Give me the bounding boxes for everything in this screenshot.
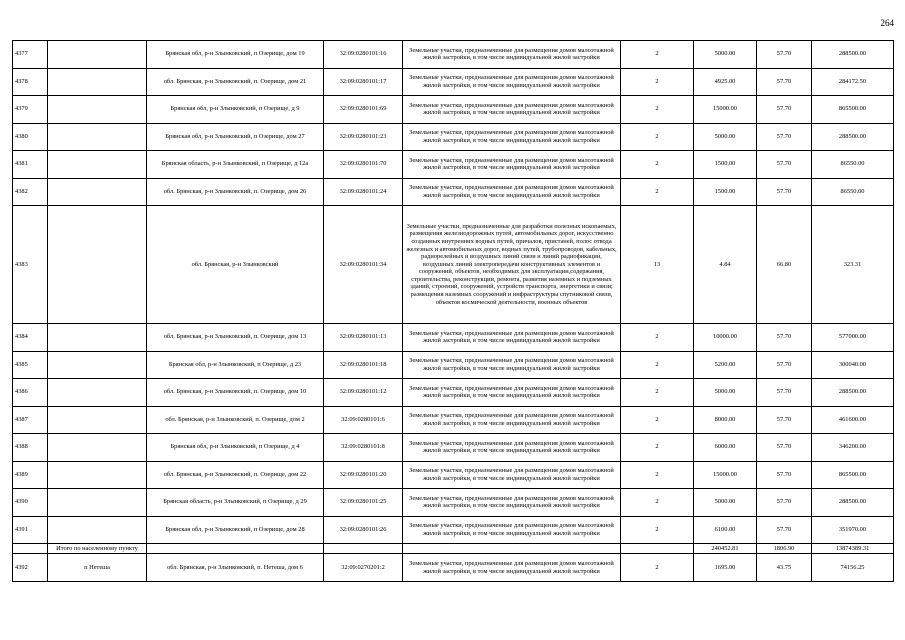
row-blank-cell: [48, 351, 147, 379]
row-address: Брянская обл, р-н Злынковский, п Озерище, дом 19: [147, 41, 324, 69]
row-number: 4391: [13, 516, 48, 544]
table-row: [13, 406, 894, 434]
row-blank-cell: [48, 461, 147, 489]
row-land-use: Земельные участки, предназначенные для размещения домов малоэтажной жилой застройки, в том числе индивидуальной жилой застройки: [403, 554, 621, 582]
row-category: 2: [621, 151, 694, 179]
row-cadastral-number: 32:09:0280101:18: [324, 351, 403, 379]
row-cadastral-value: 86550.00: [812, 151, 894, 179]
row-category: 2: [621, 96, 694, 124]
row-land-use: Земельные участки, предназначенные для размещения домов малоэтажной жилой застройки, в том числе индивидуальной жилой застройки: [403, 151, 621, 179]
row-cadastral-number: 32:09:0280101:26: [324, 516, 403, 544]
row-cadastral-number: 32:09:0280101:17: [324, 68, 403, 96]
row-cadastral-number: 32:09:0280101:34: [324, 206, 403, 324]
row-category: 2: [621, 379, 694, 407]
row-category: 2: [621, 406, 694, 434]
table-row: [13, 324, 894, 352]
table-row: [13, 516, 894, 544]
settlement-label: п Нетеша: [48, 554, 147, 582]
row-land-use: Земельные участки, предназначенные для размещения домов малоэтажной жилой застройки, в том числе индивидуальной жилой застройки: [403, 461, 621, 489]
table-row: [13, 123, 894, 151]
table-row: [13, 554, 894, 582]
row-land-use: Земельные участки, предназначенные для размещения домов малоэтажной жилой застройки, в том числе индивидуальной жилой застройки: [403, 351, 621, 379]
row-cadastral-value: 461600.00: [812, 406, 894, 434]
row-address: Брянская обл, р-н Злынковский, п Озерище, дом 28: [147, 516, 324, 544]
table-row: [13, 489, 894, 517]
row-cadastral-value: 346200.00: [812, 434, 894, 462]
row-number: 4377: [13, 41, 48, 69]
row-cadastral-value: 865500.00: [812, 461, 894, 489]
row-rate: 57.70: [757, 516, 812, 544]
row-number: 4392: [13, 554, 48, 582]
row-address: Брянская обл, р-н Злынковский, п Озерище, д 23: [147, 351, 324, 379]
row-land-use: Земельные участки, предназначенные для размещения домов малоэтажной жилой застройки, в том числе индивидуальной жилой застройки: [403, 41, 621, 69]
row-cadastral-value: 288500.00: [812, 123, 894, 151]
row-blank-cell: [48, 151, 147, 179]
total-blank-cell: [621, 544, 694, 554]
row-area: 5000.00: [694, 489, 757, 517]
table-row: [13, 178, 894, 206]
row-land-use: Земельные участки, предназначенные для разработки полезных ископаемых, размещения железнодорожных путей, автомобильных дорог, искусственно созданных внутренних водных путей, причалов, пристаней, полос отвода железных и автомобильных дорог, водных путей, трубопроводов, кабельных, радиорелейных и воздушных линий связи и линий радиофикации, воздушных линий электропередачи конструктивных элементов и сооружений, объектов, необходимых для эксплуатации,содержания, строительства, реконструкции, ремонта, развития наземных и подземных зданий, строений, сооружений, устройств транспорта, энергетики и связи; размещения наземных сооружений и инфраструктуры спутниковой связи, объектов космической деятельности, военных объектов: [403, 206, 621, 324]
row-rate: 57.70: [757, 489, 812, 517]
land-registry-table: [12, 40, 894, 582]
row-blank-cell: [48, 434, 147, 462]
row-area: 15000.00: [694, 96, 757, 124]
row-area: 5200.00: [694, 351, 757, 379]
row-cadastral-number: 32:09:0280101:16: [324, 41, 403, 69]
row-address: обл. Брянская, р-н Злынковский: [147, 206, 324, 324]
row-category: 2: [621, 489, 694, 517]
row-blank-cell: [48, 324, 147, 352]
row-area: 1500.00: [694, 151, 757, 179]
row-cadastral-value: 577000.00: [812, 324, 894, 352]
row-blank-cell: [48, 41, 147, 69]
row-area: 5000.00: [694, 123, 757, 151]
row-address: обл. Брянская, р-н Злынковский, п. Озерище, дом 2: [147, 406, 324, 434]
row-land-use: Земельные участки, предназначенные для размещения домов малоэтажной жилой застройки, в том числе индивидуальной жилой застройки: [403, 123, 621, 151]
row-rate: 57.70: [757, 379, 812, 407]
row-cadastral-number: 32:09:0280101:13: [324, 324, 403, 352]
row-cadastral-number: 32:09:0280101:23: [324, 123, 403, 151]
row-number: 4380: [13, 123, 48, 151]
table-row: [13, 379, 894, 407]
row-land-use: Земельные участки, предназначенные для размещения домов малоэтажной жилой застройки, в том числе индивидуальной жилой застройки: [403, 324, 621, 352]
row-land-use: Земельные участки, предназначенные для размещения домов малоэтажной жилой застройки, в том числе индивидуальной жилой застройки: [403, 68, 621, 96]
row-blank-cell: [48, 178, 147, 206]
row-area: 8000.00: [694, 406, 757, 434]
row-cadastral-number: 32:09:0280101:6: [324, 406, 403, 434]
row-blank-cell: [48, 123, 147, 151]
row-blank-cell: [48, 379, 147, 407]
row-area: 6000.00: [694, 434, 757, 462]
row-number: 4389: [13, 461, 48, 489]
row-blank-cell: [48, 406, 147, 434]
row-number: 4386: [13, 379, 48, 407]
row-land-use: Земельные участки, предназначенные для размещения домов малоэтажной жилой застройки, в том числе индивидуальной жилой застройки: [403, 178, 621, 206]
row-number: 4379: [13, 96, 48, 124]
row-area: 1500.00: [694, 178, 757, 206]
row-land-use: Земельные участки, предназначенные для размещения домов малоэтажной жилой застройки, в том числе индивидуальной жилой застройки: [403, 406, 621, 434]
row-rate: 57.70: [757, 151, 812, 179]
row-cadastral-value: 288500.00: [812, 489, 894, 517]
row-rate: 57.70: [757, 68, 812, 96]
row-category: 2: [621, 434, 694, 462]
row-area: 6100.00: [694, 516, 757, 544]
row-category: 2: [621, 351, 694, 379]
row-cadastral-number: 32:09:0280101:20: [324, 461, 403, 489]
row-address: обл. Брянская, р-н Злынковский, п. Озерище, дом 26: [147, 178, 324, 206]
row-blank-cell: [48, 96, 147, 124]
row-number: 4382: [13, 178, 48, 206]
row-cadastral-value: 351970.00: [812, 516, 894, 544]
row-land-use: Земельные участки, предназначенные для размещения домов малоэтажной жилой застройки, в том числе индивидуальной жилой застройки: [403, 434, 621, 462]
row-cadastral-value: 300040.00: [812, 351, 894, 379]
row-cadastral-number: 32:09:0280101:25: [324, 489, 403, 517]
row-rate: 57.70: [757, 461, 812, 489]
row-category: 13: [621, 206, 694, 324]
row-category: 2: [621, 178, 694, 206]
row-rate: 57.70: [757, 96, 812, 124]
row-land-use: Земельные участки, предназначенные для размещения домов малоэтажной жилой застройки, в том числе индивидуальной жилой застройки: [403, 489, 621, 517]
row-number: 4381: [13, 151, 48, 179]
row-area: 5000.00: [694, 41, 757, 69]
row-rate: 57.70: [757, 406, 812, 434]
row-cadastral-value: 86550.00: [812, 178, 894, 206]
row-number: 4384: [13, 324, 48, 352]
row-cadastral-number: 32:09:0270201:2: [324, 554, 403, 582]
row-category: 2: [621, 554, 694, 582]
row-cadastral-value: 288500.00: [812, 41, 894, 69]
row-rate: 57.70: [757, 123, 812, 151]
row-category: 2: [621, 461, 694, 489]
row-address: обл. Брянская, р-н Злынковский, п. Озерище, дом 10: [147, 379, 324, 407]
table-row: [13, 461, 894, 489]
row-category: 2: [621, 68, 694, 96]
total-blank-cell: [13, 544, 48, 554]
row-blank-cell: [48, 489, 147, 517]
row-cadastral-value: 865500.00: [812, 96, 894, 124]
row-number: 4378: [13, 68, 48, 96]
total-area: 240452.81: [694, 544, 757, 554]
total-blank-cell: [147, 544, 324, 554]
row-rate: 57.70: [757, 41, 812, 69]
row-rate: 43.75: [757, 554, 812, 582]
page-number: 264: [880, 18, 894, 28]
total-blank-cell: [324, 544, 403, 554]
row-area: 10000.00: [694, 324, 757, 352]
row-cadastral-value: 288500.00: [812, 379, 894, 407]
row-number: 4388: [13, 434, 48, 462]
row-land-use: Земельные участки, предназначенные для размещения домов малоэтажной жилой застройки, в том числе индивидуальной жилой застройки: [403, 379, 621, 407]
total-rate: 1806.90: [757, 544, 812, 554]
row-cadastral-number: 32:09:0280101:12: [324, 379, 403, 407]
total-row: [13, 544, 894, 554]
row-number: 4385: [13, 351, 48, 379]
row-address: Брянская область, р-н Злынковский, п Озерище, д 29: [147, 489, 324, 517]
row-cadastral-number: 32:09:0280101:69: [324, 96, 403, 124]
row-address: Брянская обл, р-н Злынковский, п Озерище, дом 27: [147, 123, 324, 151]
row-rate: 57.70: [757, 351, 812, 379]
total-label: Итого по населенному пункту: [48, 544, 147, 554]
row-rate: 57.70: [757, 178, 812, 206]
row-area: 5000.00: [694, 379, 757, 407]
row-area: 1695.00: [694, 554, 757, 582]
row-cadastral-number: 32:09:0280101:70: [324, 151, 403, 179]
row-cadastral-value: 323.31: [812, 206, 894, 324]
row-cadastral-number: 32:09:0280101:24: [324, 178, 403, 206]
total-value: 13874389.31: [812, 544, 894, 554]
row-address: Брянская обл, р-н Злынковский, п Озерище, д 4: [147, 434, 324, 462]
row-address: обл. Брянская, р-н Злынковский, п. Озерище, дом 22: [147, 461, 324, 489]
row-rate: 57.70: [757, 324, 812, 352]
row-rate: 66.80: [757, 206, 812, 324]
row-number: 4390: [13, 489, 48, 517]
row-blank-cell: [48, 206, 147, 324]
row-cadastral-value: 74156.25: [812, 554, 894, 582]
row-cadastral-number: 32:09:0280101:8: [324, 434, 403, 462]
table-row: [13, 68, 894, 96]
row-land-use: Земельные участки, предназначенные для размещения домов малоэтажной жилой застройки, в том числе индивидуальной жилой застройки: [403, 516, 621, 544]
row-area: 4925.00: [694, 68, 757, 96]
table-row: [13, 96, 894, 124]
table-row: [13, 206, 894, 324]
row-area: 4.84: [694, 206, 757, 324]
row-category: 2: [621, 41, 694, 69]
table-row: [13, 151, 894, 179]
row-category: 2: [621, 516, 694, 544]
row-address: обл. Брянская, р-н Злынковский, п. Озерище, дом 13: [147, 324, 324, 352]
table-row: [13, 41, 894, 69]
row-cadastral-value: 284172.50: [812, 68, 894, 96]
row-address: Брянская область, р-н Злынковский, п Озерище, д 12а: [147, 151, 324, 179]
row-number: 4383: [13, 206, 48, 324]
total-blank-cell: [403, 544, 621, 554]
table-row: [13, 351, 894, 379]
row-number: 4387: [13, 406, 48, 434]
row-category: 2: [621, 123, 694, 151]
row-land-use: Земельные участки, предназначенные для размещения домов малоэтажной жилой застройки, в том числе индивидуальной жилой застройки: [403, 96, 621, 124]
row-address: обл. Брянская, р-н Злынковский, п. Нетеша, дом 6: [147, 554, 324, 582]
row-area: 15000.00: [694, 461, 757, 489]
row-blank-cell: [48, 68, 147, 96]
row-category: 2: [621, 324, 694, 352]
row-rate: 57.70: [757, 434, 812, 462]
row-blank-cell: [48, 516, 147, 544]
row-address: обл. Брянская, р-н Злынковский, п. Озерище, дом 21: [147, 68, 324, 96]
table-row: [13, 434, 894, 462]
row-address: Брянская обл, р-н Злынковский, п Озерище, д 9: [147, 96, 324, 124]
